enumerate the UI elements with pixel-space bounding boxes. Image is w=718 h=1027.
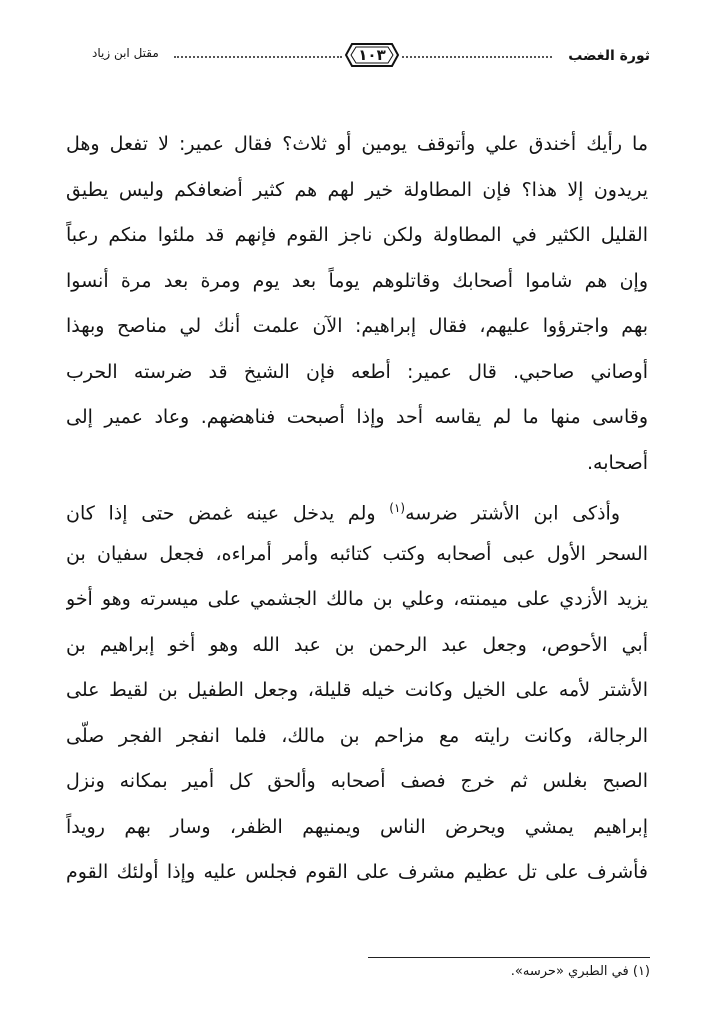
text-line: إبراهيم يمشي ويحرض الناس ويمنيهم الظفر، وسار بهم رويداً xyxy=(66,815,648,838)
text-line: وقاسى منها ما لم يقاسه أحد وإذا أصبحت فناهضهم. وعاد عمير إلى xyxy=(66,406,648,428)
book-title: ثورة الغضب xyxy=(568,48,650,64)
text-line: ما رأيك أخندق علي وأتوقف يومين أو ثلاث؟ فقال عمير: لا تفعل وهل xyxy=(66,133,648,155)
para2-start: وأذكى ابن الأشتر ضرسه xyxy=(405,502,620,525)
para2-rest: ولم يدخل عينه غمض حتى إذا كان xyxy=(66,502,390,525)
text-line: الأشتر لأمه على الخيل وكانت خيله قليلة، وجعل الطفيل بن لقيط على xyxy=(66,679,648,701)
page-number-badge xyxy=(344,40,400,70)
chapter-title: مقتل ابن زياد xyxy=(92,46,159,60)
body-text xyxy=(66,122,648,896)
footnote-reference: (١) xyxy=(389,501,406,515)
text-line: أصحابه. xyxy=(587,451,648,474)
text-line: فأشرف على تل عظيم مشرف على القوم فجلس عليه وإذا أولئك القوم xyxy=(66,861,648,883)
text-line: الرجالة، وكانت رايته مع مزاحم بن مالك، فلما انفجر الفجر صلّى xyxy=(66,724,648,747)
text-line: أوصاني صاحبي. قال عمير: أطعه فإن الشيخ قد ضرسته الحرب xyxy=(66,360,648,383)
paragraph-2-first-line xyxy=(66,486,648,532)
footnote: (١) في الطبري «حرسه». xyxy=(510,964,650,979)
text-line: بهم واجترؤوا عليهم، فقال إبراهيم: الآن علمت أنك لي مناصح وبهذا xyxy=(66,315,648,337)
text-line: القليل الكثير في المطاولة ولكن ناجز القوم فإنهم قد ملئوا منكم رعباً xyxy=(66,224,648,246)
text-line: يريدون إلا هذا؟ فإن المطاولة خير لهم هم كثير أضعافكم وليس يطيق xyxy=(66,178,648,201)
header-dotted-leader-left xyxy=(174,56,342,58)
footnote-separator xyxy=(368,957,650,958)
text-line: يزيد الأزدي على ميمنته، وعلي بن مالك الجشمي على ميسرته وهو أخو xyxy=(66,588,648,610)
text-line: أبي الأحوص، وجعل عبد الرحمن بن عبد الله وهو أخو إبراهيم بن xyxy=(66,633,648,656)
header-dotted-leader-right xyxy=(402,56,552,58)
text-line: الصبح بغلس ثم خرج فصف أصحابه وألحق كل أمير بمكانه ونزل xyxy=(66,770,648,792)
text-line: السحر الأول عبى أصحابه وكتب كتائبه وأمر أمراءه، فجعل سفيان بن xyxy=(66,542,648,565)
text-line: وإن هم شاموا أصحابك وقاتلوهم يوماً بعد يوم ومرة بعد مرة أنسوا xyxy=(66,269,648,292)
page-number: ١٠٣ xyxy=(358,46,386,64)
page-header xyxy=(92,34,650,78)
